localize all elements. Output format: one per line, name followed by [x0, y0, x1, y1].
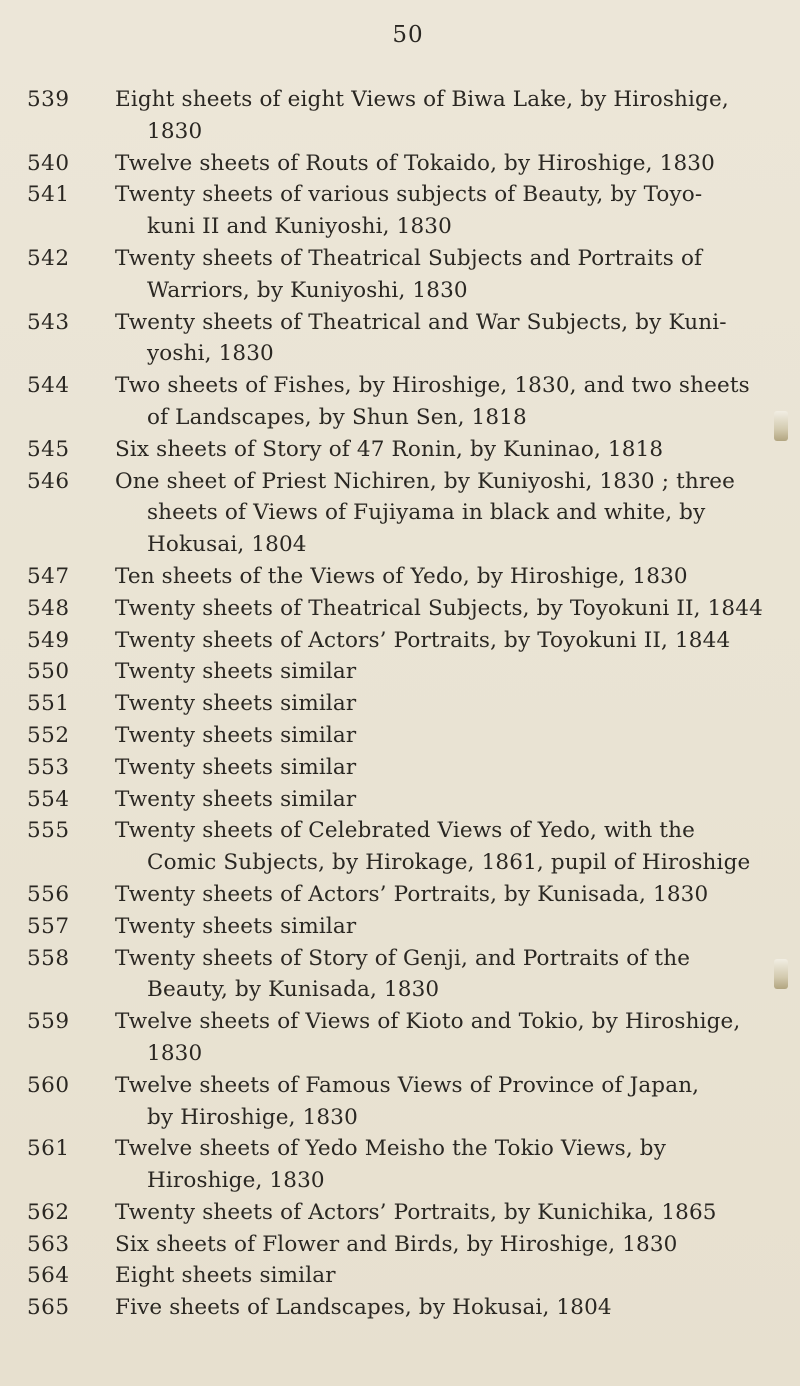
catalogue-entry: [0, 466, 800, 561]
entry-line: Twenty sheets of Actors’ Portraits, by Kunichika, 1865: [115, 1199, 717, 1225]
entry-description: [115, 911, 775, 943]
binding-clip: [774, 411, 788, 441]
catalogue-entry: [0, 1292, 800, 1324]
entry-number: 558: [27, 945, 70, 971]
entry-line: sheets of Views of Fujiyama in black and white, by: [147, 500, 706, 526]
entry-number: 557: [27, 913, 70, 939]
entry-line: Eight sheets of eight Views of Biwa Lake, by Hiroshige,: [115, 87, 729, 112]
catalogue-entry: [0, 625, 800, 657]
entry-line: Hokusai, 1804: [147, 532, 307, 558]
catalogue-entry: [0, 1197, 800, 1229]
entry-line: Warriors, by Kuniyoshi, 1830: [147, 277, 468, 303]
entry-line: Twelve sheets of Yedo Meisho the Tokio Views, by: [115, 1136, 667, 1162]
catalogue-entry: [0, 688, 800, 720]
entry-description: [115, 84, 775, 148]
entry-line: Ten sheets of the Views of Yedo, by Hiroshige, 1830: [115, 563, 688, 589]
catalogue-entry: [0, 1070, 800, 1134]
catalogue-entry: [0, 911, 800, 943]
entry-line: Twenty sheets of Theatrical and War Subjects, by Kuni-: [115, 309, 727, 335]
entry-line: Twenty sheets of Theatrical Subjects, by Toyokuni II, 1844: [115, 595, 763, 621]
entry-description: [115, 307, 775, 371]
entry-description: [115, 720, 775, 752]
entry-number: 543: [27, 309, 70, 335]
entry-line: Five sheets of Landscapes, by Hokusai, 1804: [115, 1295, 612, 1321]
entry-line: Twenty sheets similar: [115, 691, 357, 717]
entry-description: [115, 593, 775, 625]
entry-line: Twenty sheets of Actors’ Portraits, by Kunisada, 1830: [115, 881, 709, 907]
entry-description: [115, 466, 775, 561]
catalogue-entry: [0, 720, 800, 752]
entry-line: Twelve sheets of Famous Views of Province of Japan,: [115, 1072, 700, 1098]
entry-description: [115, 1133, 775, 1197]
entry-line: Twenty sheets similar: [115, 913, 357, 939]
catalogue-entry: [0, 148, 800, 180]
entry-line: Twenty sheets of various subjects of Beauty, by Toyo-: [115, 182, 703, 208]
catalogue-entries: [0, 84, 800, 1324]
entry-number: 544: [27, 373, 70, 399]
entry-number: 560: [27, 1072, 70, 1098]
entry-line: by Hiroshige, 1830: [147, 1104, 358, 1130]
entry-number: 541: [27, 182, 70, 208]
entry-line: Twenty sheets of Story of Genji, and Portraits of the: [115, 945, 691, 971]
entry-description: [115, 656, 775, 688]
entry-number: 553: [27, 754, 70, 780]
catalogue-entry: [0, 593, 800, 625]
entry-line: Beauty, by Kunisada, 1830: [147, 977, 440, 1003]
entry-description: [115, 148, 775, 180]
entry-number: 559: [27, 1009, 70, 1035]
entry-number: 562: [27, 1199, 70, 1225]
catalogue-entry: [0, 307, 800, 371]
entry-line: Twenty sheets similar: [115, 659, 357, 685]
entry-line: Twenty sheets of Celebrated Views of Yedo, with the: [115, 818, 695, 844]
entry-line: kuni II and Kuniyoshi, 1830: [147, 214, 452, 240]
entry-number: 540: [27, 150, 70, 176]
entry-number: 547: [27, 563, 70, 589]
entry-number: 548: [27, 595, 70, 621]
entry-number: 549: [27, 627, 70, 653]
catalogue-entry: [0, 879, 800, 911]
catalogue-entry: [0, 943, 800, 1007]
entry-line: One sheet of Priest Nichiren, by Kuniyoshi, 1830 ; three: [115, 468, 736, 494]
entry-line: of Landscapes, by Shun Sen, 1818: [147, 404, 527, 430]
catalogue-entry: [0, 561, 800, 593]
entry-description: [115, 879, 775, 911]
entry-description: [115, 815, 775, 879]
entry-number: 546: [27, 468, 70, 494]
entry-number: 564: [27, 1263, 70, 1289]
catalogue-entry: [0, 1229, 800, 1261]
catalogue-entry: [0, 434, 800, 466]
entry-description: [115, 370, 775, 434]
catalogue-entry: [0, 815, 800, 879]
entry-number: 552: [27, 722, 70, 748]
entry-line: Twenty sheets similar: [115, 786, 357, 812]
entry-line: Twenty sheets similar: [115, 754, 357, 780]
entry-line: Six sheets of Flower and Birds, by Hiroshige, 1830: [115, 1231, 678, 1257]
entry-number: 550: [27, 659, 70, 685]
entry-description: [115, 943, 775, 1007]
entry-description: [115, 1229, 775, 1261]
entry-description: [115, 752, 775, 784]
catalogue-entry: [0, 1260, 800, 1292]
entry-line: Twelve sheets of Views of Kioto and Tokio, by Hiroshige,: [115, 1009, 741, 1035]
entry-number: 561: [27, 1136, 70, 1162]
catalogue-entry: [0, 656, 800, 688]
catalogue-entry: [0, 1006, 800, 1070]
entry-description: [115, 688, 775, 720]
entry-line: Twenty sheets of Theatrical Subjects and Portraits of: [115, 245, 703, 271]
entry-line: Eight sheets similar: [115, 1263, 336, 1289]
entry-line: Twenty sheets of Actors’ Portraits, by Toyokuni II, 1844: [115, 627, 731, 653]
catalogue-entry: [0, 784, 800, 816]
entry-line: 1830: [147, 118, 203, 144]
entry-line: Six sheets of Story of 47 Ronin, by Kuninao, 1818: [115, 436, 664, 462]
entry-number: 565: [27, 1295, 70, 1321]
entry-description: [115, 179, 775, 243]
entry-line: Two sheets of Fishes, by Hiroshige, 1830, and two sheets: [115, 373, 750, 399]
binding-clip: [774, 959, 788, 989]
entry-line: 1830: [147, 1040, 203, 1066]
entry-number: 555: [27, 818, 70, 844]
entry-line: Twelve sheets of Routs of Tokaido, by Hiroshige, 1830: [115, 150, 715, 176]
entry-description: [115, 1197, 775, 1229]
entry-description: [115, 1292, 775, 1324]
entry-number: 554: [27, 786, 70, 812]
entry-number: 539: [27, 87, 70, 112]
entry-line: yoshi, 1830: [147, 341, 274, 367]
entry-number: 545: [27, 436, 70, 462]
catalogue-entry: [0, 84, 800, 148]
catalogue-entry: [0, 1133, 800, 1197]
entry-line: Comic Subjects, by Hirokage, 1861, pupil of Hiroshige: [147, 850, 751, 876]
entry-description: [115, 1006, 775, 1070]
entry-number: 563: [27, 1231, 70, 1257]
entry-description: [115, 1070, 775, 1134]
entry-description: [115, 434, 775, 466]
catalogue-entry: [0, 752, 800, 784]
entry-number: 542: [27, 245, 70, 271]
entry-description: [115, 561, 775, 593]
entry-number: 551: [27, 691, 70, 717]
catalogue-entry: [0, 179, 800, 243]
entry-description: [115, 243, 775, 307]
catalogue-entry: [0, 243, 800, 307]
entry-line: Twenty sheets similar: [115, 722, 357, 748]
entry-description: [115, 1260, 775, 1292]
entry-number: 556: [27, 881, 70, 907]
page-number: 50: [392, 22, 424, 48]
catalogue-entry: [0, 370, 800, 434]
entry-description: [115, 625, 775, 657]
entry-description: [115, 784, 775, 816]
entry-line: Hiroshige, 1830: [147, 1168, 325, 1194]
